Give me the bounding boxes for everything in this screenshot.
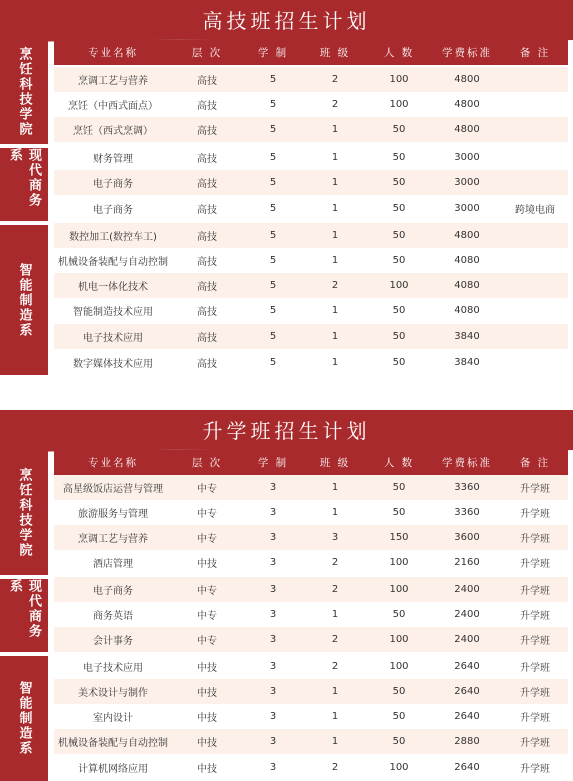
table-row: [54, 755, 568, 780]
cell-major: 机械设备装配与自动控制: [58, 257, 168, 268]
cell-classes: 1: [331, 203, 339, 214]
cell-students: 50: [392, 357, 406, 368]
cell-notes: 升学班: [520, 663, 550, 674]
cell-classes: 1: [331, 152, 339, 163]
header-tuition: 学费标准: [442, 47, 492, 59]
table-row: [54, 170, 568, 195]
table-row: [54, 324, 568, 349]
header-notes: 备 注: [519, 457, 551, 469]
section-title: 高技班招生计划: [202, 8, 371, 33]
cell-major: 机电一体化技术: [78, 282, 148, 293]
cell-tuition: 4800: [454, 230, 480, 241]
table-row: [54, 500, 568, 525]
cell-classes: 2: [331, 661, 339, 672]
cell-notes: 升学班: [520, 509, 550, 520]
header-notes: 备 注: [519, 47, 551, 59]
cell-level: 中技: [197, 713, 217, 724]
cell-level: 高技: [197, 333, 217, 344]
cell-tuition: 3000: [454, 203, 480, 214]
cell-students: 50: [392, 203, 406, 214]
table-row: [54, 248, 568, 273]
cell-level: 高技: [197, 205, 217, 216]
cell-level: 中技: [197, 663, 217, 674]
header-tuition: 学费标准: [442, 457, 492, 469]
cell-notes: 升学班: [520, 738, 550, 749]
cell-level: 高技: [197, 154, 217, 165]
cell-level: 高技: [197, 179, 217, 190]
cell-major: 旅游服务与管理: [78, 509, 148, 520]
cell-level: 高技: [197, 126, 217, 137]
cell-major: 会计事务: [93, 636, 133, 647]
cell-major: 烹调工艺与营养: [78, 76, 148, 87]
header-level: 层 次: [191, 47, 223, 59]
cell-students: 100: [389, 634, 409, 645]
cell-tuition: 2640: [454, 762, 480, 773]
cell-notes: 升学班: [520, 611, 550, 622]
cell-duration: 3: [269, 736, 277, 747]
cell-level: 高技: [197, 282, 217, 293]
cell-tuition: 3000: [454, 177, 480, 188]
cell-tuition: 3600: [454, 532, 480, 543]
cell-level: 中技: [197, 688, 217, 699]
cell-duration: 3: [269, 507, 277, 518]
table-row: [54, 729, 568, 754]
cell-students: 50: [392, 686, 406, 697]
table-row: [54, 145, 568, 170]
table-row: [54, 704, 568, 729]
header-major: 专业名称: [88, 457, 138, 469]
table-header: [54, 450, 568, 475]
section-banner: [0, 0, 573, 38]
cell-classes: 2: [331, 74, 339, 85]
cell-students: 100: [389, 762, 409, 773]
cell-duration: 3: [269, 661, 277, 672]
cell-major: 烹饪（中西式面点）: [68, 101, 158, 112]
cell-classes: 2: [331, 584, 339, 595]
cell-duration: 3: [269, 762, 277, 773]
cell-tuition: 4080: [454, 305, 480, 316]
cell-major: 机械设备装配与自动控制: [58, 738, 168, 749]
header-level: 层 次: [191, 457, 223, 469]
cell-major: 电子商务: [93, 179, 133, 190]
cell-level: 中专: [197, 636, 217, 647]
department-label: 烹饪科技学院: [0, 450, 48, 575]
cell-tuition: 2640: [454, 711, 480, 722]
cell-major: 数控加工(数控车工): [69, 232, 157, 243]
cell-notes: 升学班: [520, 559, 550, 570]
table-row: [54, 475, 568, 500]
header-duration: 学 制: [257, 47, 289, 59]
cell-duration: 5: [269, 255, 277, 266]
cell-classes: 2: [331, 762, 339, 773]
cell-level: 高技: [197, 101, 217, 112]
cell-tuition: 3000: [454, 152, 480, 163]
header-students: 人 数: [383, 457, 415, 469]
cell-students: 50: [392, 331, 406, 342]
table-row: [54, 627, 568, 652]
cell-tuition: 2400: [454, 609, 480, 620]
cell-major: 美术设计与制作: [78, 688, 148, 699]
cell-major: 电子商务: [93, 586, 133, 597]
cell-duration: 5: [269, 203, 277, 214]
cell-tuition: 2880: [454, 736, 480, 747]
cell-level: 高技: [197, 232, 217, 243]
table-row: [54, 92, 568, 117]
cell-major: 电子商务: [93, 205, 133, 216]
cell-students: 50: [392, 736, 406, 747]
cell-notes: 升学班: [520, 534, 550, 545]
cell-level: 中专: [197, 534, 217, 545]
cell-tuition: 2640: [454, 686, 480, 697]
cell-students: 50: [392, 177, 406, 188]
cell-tuition: 4800: [454, 74, 480, 85]
cell-level: 高技: [197, 257, 217, 268]
cell-major: 电子技术应用: [83, 663, 143, 674]
cell-classes: 1: [331, 305, 339, 316]
header-duration: 学 制: [257, 457, 289, 469]
cell-duration: 3: [269, 609, 277, 620]
cell-major: 室内设计: [93, 713, 133, 724]
cell-major: 酒店管理: [93, 559, 133, 570]
department-label: 现代商务系: [0, 148, 48, 221]
cell-students: 100: [389, 661, 409, 672]
table-row: [54, 550, 568, 575]
table-row: [54, 67, 568, 92]
cell-classes: 1: [331, 507, 339, 518]
cell-classes: 2: [331, 280, 339, 291]
cell-notes: 升学班: [520, 764, 550, 775]
cell-classes: 1: [331, 482, 339, 493]
table-row: [54, 117, 568, 142]
cell-major: 烹调工艺与营养: [78, 534, 148, 545]
table-row: [54, 350, 568, 375]
cell-major: 财务管理: [93, 154, 133, 165]
cell-duration: 5: [269, 124, 277, 135]
cell-students: 100: [389, 74, 409, 85]
cell-classes: 1: [331, 736, 339, 747]
cell-students: 50: [392, 482, 406, 493]
cell-classes: 1: [331, 711, 339, 722]
header-classes: 班 级: [319, 457, 351, 469]
cell-students: 100: [389, 584, 409, 595]
cell-notes: 跨境电商: [515, 205, 555, 216]
cell-tuition: 2400: [454, 634, 480, 645]
cell-notes: 升学班: [520, 636, 550, 647]
cell-classes: 1: [331, 609, 339, 620]
cell-major: 高星级饭店运营与管理: [63, 484, 163, 495]
cell-tuition: 2400: [454, 584, 480, 595]
cell-students: 50: [392, 152, 406, 163]
cell-classes: 1: [331, 177, 339, 188]
cell-level: 高技: [197, 76, 217, 87]
cell-level: 中专: [197, 509, 217, 520]
cell-students: 50: [392, 255, 406, 266]
table-row: [54, 602, 568, 627]
cell-students: 50: [392, 124, 406, 135]
cell-classes: 1: [331, 686, 339, 697]
table-row: [54, 196, 568, 221]
cell-classes: 1: [331, 255, 339, 266]
cell-tuition: 4800: [454, 99, 480, 110]
cell-notes: 升学班: [520, 586, 550, 597]
cell-tuition: 3840: [454, 331, 480, 342]
cell-major: 数字媒体技术应用: [73, 359, 153, 370]
cell-students: 50: [392, 507, 406, 518]
department-label: 烹饪科技学院: [0, 40, 48, 144]
cell-duration: 5: [269, 177, 277, 188]
cell-duration: 5: [269, 152, 277, 163]
cell-notes: 升学班: [520, 713, 550, 724]
cell-classes: 1: [331, 230, 339, 241]
cell-students: 150: [389, 532, 409, 543]
cell-level: 中技: [197, 764, 217, 775]
department-label: 现代商务系: [0, 579, 48, 652]
cell-students: 100: [389, 280, 409, 291]
table-row: [54, 223, 568, 248]
cell-students: 50: [392, 711, 406, 722]
table-header: [54, 40, 568, 65]
cell-duration: 5: [269, 305, 277, 316]
header-major: 专业名称: [88, 47, 138, 59]
cell-level: 中专: [197, 484, 217, 495]
cell-duration: 5: [269, 357, 277, 368]
cell-classes: 1: [331, 124, 339, 135]
department-label: 智能制造系: [0, 656, 48, 781]
cell-level: 高技: [197, 307, 217, 318]
cell-tuition: 3360: [454, 482, 480, 493]
department-label: 智能制造系: [0, 225, 48, 375]
cell-duration: 5: [269, 331, 277, 342]
cell-level: 高技: [197, 359, 217, 370]
cell-tuition: 4080: [454, 280, 480, 291]
table-row: [54, 577, 568, 602]
cell-duration: 3: [269, 584, 277, 595]
cell-level: 中技: [197, 738, 217, 749]
section-banner: [0, 410, 573, 448]
cell-major: 智能制造技术应用: [73, 307, 153, 318]
cell-classes: 2: [331, 557, 339, 568]
cell-tuition: 2640: [454, 661, 480, 672]
cell-major: 烹饪（西式烹调）: [73, 126, 153, 137]
cell-classes: 2: [331, 634, 339, 645]
cell-duration: 5: [269, 280, 277, 291]
cell-tuition: 4800: [454, 124, 480, 135]
cell-major: 电子技术应用: [83, 333, 143, 344]
cell-classes: 1: [331, 357, 339, 368]
cell-duration: 5: [269, 99, 277, 110]
cell-duration: 3: [269, 557, 277, 568]
header-classes: 班 级: [319, 47, 351, 59]
cell-duration: 3: [269, 532, 277, 543]
cell-duration: 3: [269, 711, 277, 722]
cell-duration: 3: [269, 686, 277, 697]
cell-duration: 3: [269, 634, 277, 645]
table-row: [54, 298, 568, 323]
cell-classes: 1: [331, 331, 339, 342]
cell-duration: 3: [269, 482, 277, 493]
cell-classes: 2: [331, 99, 339, 110]
cell-duration: 5: [269, 230, 277, 241]
cell-tuition: 3360: [454, 507, 480, 518]
cell-level: 中技: [197, 559, 217, 570]
section-title: 升学班招生计划: [202, 418, 371, 443]
header-students: 人 数: [383, 47, 415, 59]
cell-level: 中专: [197, 586, 217, 597]
cell-tuition: 4080: [454, 255, 480, 266]
cell-major: 计算机网络应用: [78, 764, 148, 775]
cell-level: 中专: [197, 611, 217, 622]
table-row: [54, 679, 568, 704]
cell-tuition: 3840: [454, 357, 480, 368]
cell-duration: 5: [269, 74, 277, 85]
cell-notes: 升学班: [520, 688, 550, 699]
cell-students: 50: [392, 230, 406, 241]
cell-tuition: 2160: [454, 557, 480, 568]
cell-classes: 3: [331, 532, 339, 543]
cell-notes: 升学班: [520, 484, 550, 495]
table-row: [54, 525, 568, 550]
cell-students: 50: [392, 305, 406, 316]
table-row: [54, 273, 568, 298]
cell-students: 50: [392, 609, 406, 620]
cell-students: 100: [389, 99, 409, 110]
table-row: [54, 654, 568, 679]
cell-major: 商务英语: [93, 611, 133, 622]
cell-students: 100: [389, 557, 409, 568]
